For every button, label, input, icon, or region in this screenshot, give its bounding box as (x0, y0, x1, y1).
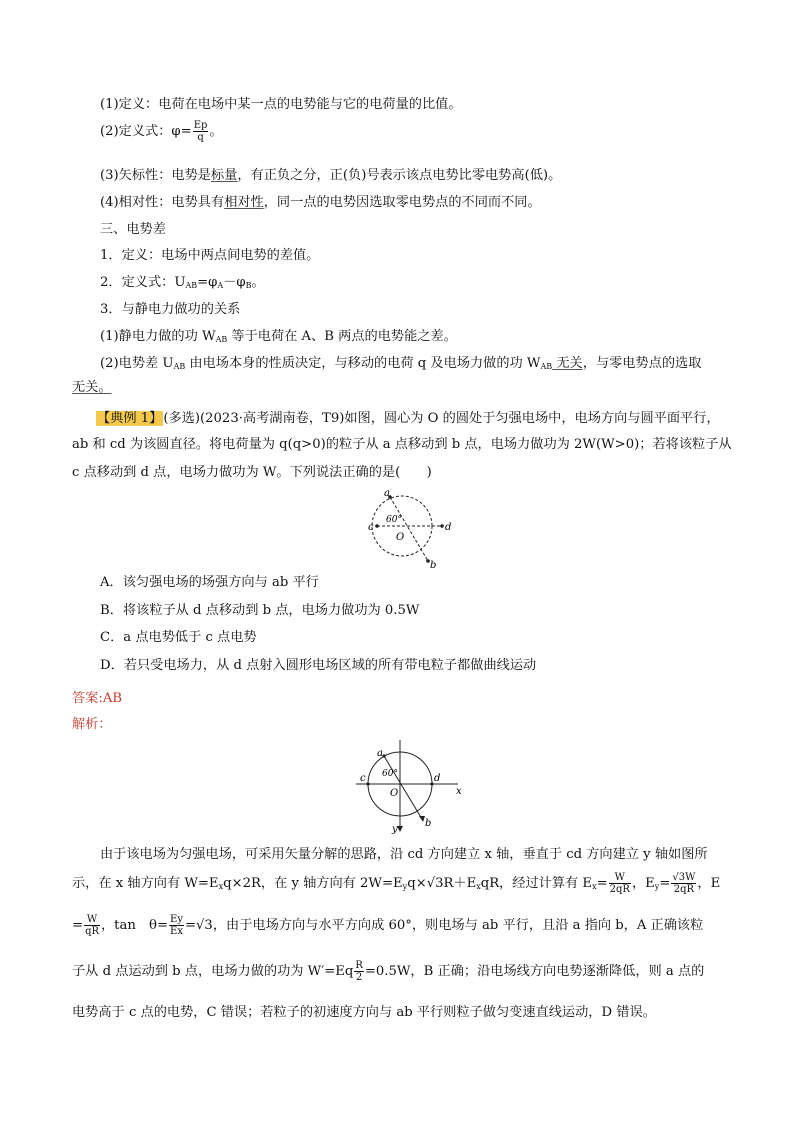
denominator: 2qR (609, 884, 630, 895)
diff-line-6 (72, 379, 112, 397)
def-formula-prefix: (2)定义式：φ= (100, 124, 192, 139)
y-arrow (397, 826, 403, 832)
coordinate-circle-diagram (350, 736, 470, 836)
circle-field-diagram (360, 488, 460, 568)
fraction (671, 872, 696, 895)
numerator: W (609, 872, 631, 884)
option-d: D．若只受电场力，从 d 点射入圆形电场区域的所有带电粒子都做曲线运动 (100, 658, 537, 673)
subscript: AB (215, 335, 228, 344)
text: 由电场本身的性质决定，与移动的电荷 q 及电场力做的功 W (185, 356, 541, 371)
text: ，与零电势点的选取 (582, 356, 702, 371)
def-formula-suffix: 。 (209, 124, 223, 139)
denominator: 2 (355, 972, 363, 983)
subscript: AB (173, 362, 186, 371)
diff-line-3: 3．与静电力做功的关系 (100, 302, 241, 317)
numerator: Ep (193, 120, 208, 131)
label-c: c (368, 522, 374, 533)
analysis-label: 解析： (72, 717, 112, 732)
subscript: y (402, 882, 408, 891)
label-o: O (396, 532, 405, 543)
example-line-2: ab 和 cd 为该圆直径。将电荷量为 q(q>0)的粒子从 a 点移动到 b 点，电场力做功为 2W(W>0)；若将该粒子从 (72, 437, 732, 452)
label-d: d (434, 773, 441, 784)
example-line-1 (96, 410, 720, 428)
example-line-3: c 点移动到 d 点，电场力做功为 W。下列说法正确的是( ) (72, 465, 432, 480)
underlined-term: 相对性 (224, 195, 264, 210)
label-a: a (384, 488, 390, 499)
denominator: Ex (170, 926, 183, 937)
text: ，tan θ= (101, 918, 169, 933)
numerator: R (355, 960, 363, 971)
denominator: 2qR (673, 884, 695, 895)
text: = (596, 876, 608, 891)
answer-label: 答案:AB (72, 691, 123, 706)
text: ，E (697, 876, 721, 891)
subscript: B (245, 281, 252, 290)
label-b: b (430, 560, 437, 568)
numerator: Ey (170, 914, 183, 925)
subscript: x (476, 882, 481, 891)
option-a: A．该匀强电场的场强方向与 ab 平行 (100, 575, 319, 590)
label-o: O (390, 788, 399, 799)
label-d: d (445, 522, 452, 533)
subscript: y (654, 882, 660, 891)
text: q×2R，在 y 轴方向有 2W=E (223, 876, 403, 891)
text: ，有正负之分，正(负)号表示该点电势比零电势高(低)。 (237, 168, 562, 183)
fraction (193, 120, 209, 143)
text: q×√3R＋E (407, 876, 477, 891)
diameter-ab (390, 497, 428, 561)
text: (3)矢标性：电势是 (100, 168, 211, 183)
def-line-4 (100, 194, 541, 212)
option-b: B．将该粒子从 d 点移动到 b 点，电场力做功为 0.5W (100, 603, 420, 618)
solution-line-1: 由于该电场为匀强电场，可采用矢量分解的思路，沿 cd 方向建立 x 轴，垂直于 cd 方向建立 y 轴如图所 (100, 847, 708, 862)
option-c: C．a 点电势低于 c 点电势 (100, 630, 257, 645)
label-b: b (425, 818, 432, 829)
subscript: x (218, 882, 224, 891)
denominator: q (197, 132, 204, 143)
text: =0.5W，B 正确；沿电场线方向电势逐渐降低，则 a 点的 (364, 964, 705, 979)
underlined-term: 无关 (552, 356, 583, 371)
text: (2)电势差 U (100, 356, 174, 371)
text: 示，在 x 轴方向有 W=E (72, 876, 219, 891)
fraction (609, 872, 631, 895)
point-d (440, 524, 444, 528)
text: =√3，由于电场方向与水平方向成 60°，则电场与 ab 平行，且沿 a 指向 b，A 正确该粒 (184, 918, 704, 933)
text: (多选)(2023·高考湖南卷，T9)如图，圆心为 O 的圆处于匀强电场中，电场方向与圆平面平行， (163, 411, 720, 426)
text: －φ (223, 275, 246, 290)
text: ，同一点的电势因选取零电势点的不同而不同。 (263, 195, 541, 210)
subscript: A (217, 281, 224, 290)
text: =φ (197, 275, 218, 290)
diff-line-4 (100, 328, 457, 349)
def-line-1: (1)定义：电荷在电场中某一点的电势能与它的电荷量的比值。 (100, 97, 462, 112)
text: 子从 d 点运动到 b 点，电场力做的功为 W′=Eq (72, 964, 354, 979)
solution-line-2 (72, 872, 720, 896)
point-c (375, 524, 379, 528)
subscript: AB (185, 281, 198, 290)
solution-line-3 (72, 914, 703, 937)
def-line-2 (100, 120, 223, 143)
angle-label: 60° (386, 515, 402, 525)
text: (4)相对性：电势具有 (100, 195, 225, 210)
text: ，E (631, 876, 655, 891)
diff-line-2 (100, 274, 265, 295)
diff-line-5 (100, 355, 701, 376)
text: 2．定义式：U (100, 275, 186, 290)
text: qR，经过计算有 E (480, 876, 593, 891)
section-heading: 三、电势差 (100, 222, 166, 237)
solution-line-5: 电势高于 c 点的电势，C 错误；若粒子的初速度方向与 ab 平行则粒子做匀变速直线运动，D 错误。 (72, 1005, 656, 1020)
text: 等于电荷在 A、B 两点的电势能之差。 (227, 329, 457, 344)
numerator: √3W (672, 872, 696, 883)
fraction (169, 914, 184, 937)
def-line-3 (100, 167, 561, 185)
label-y: y (392, 824, 398, 835)
fraction (354, 960, 364, 983)
denominator: qR (85, 926, 99, 937)
text: 。 (251, 275, 265, 290)
underlined-term: 标量 (211, 168, 238, 183)
subscript: AB (540, 362, 553, 371)
fraction (84, 914, 100, 937)
label-a: a (377, 748, 383, 759)
diff-line-1: 1．定义：电场中两点间电势的差值。 (100, 248, 320, 263)
example-tag: 【典例 1】 (97, 411, 163, 426)
label-x: x (456, 786, 462, 797)
text: = (659, 876, 671, 891)
text: = (72, 918, 84, 933)
numerator: W (84, 914, 100, 926)
solution-line-4 (72, 960, 704, 983)
text: (1)静电力做的功 W (100, 329, 216, 344)
point-c (366, 782, 369, 785)
label-c: c (360, 773, 366, 784)
angle-label: 60° (382, 769, 398, 779)
subscript: x (592, 882, 597, 891)
underlined-term: 无关。 (72, 380, 112, 395)
